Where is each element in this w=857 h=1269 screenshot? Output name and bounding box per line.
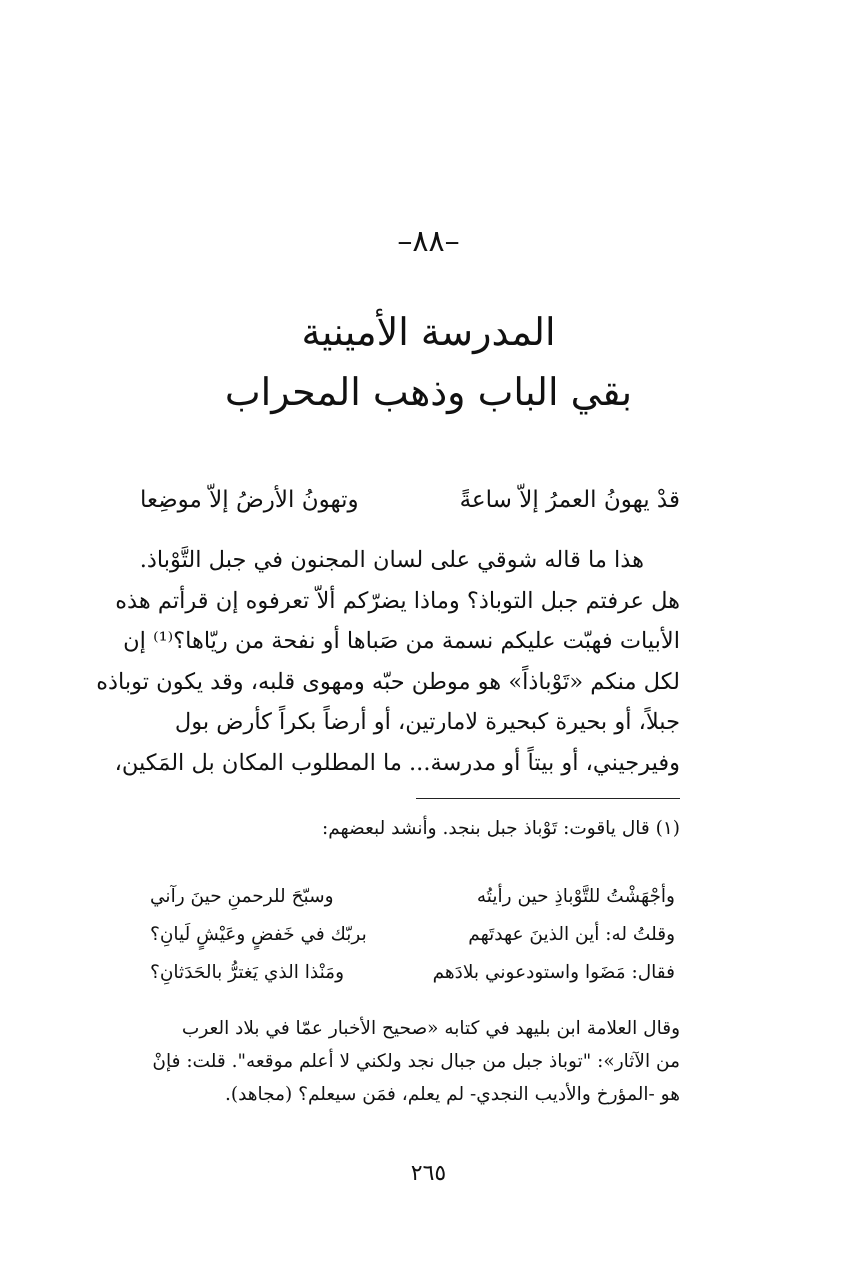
chapter-number: –٨٨– <box>397 224 460 259</box>
footnote-line: هو -المؤرخ والأديب النجدي- لم يعلم، فمَن سيعلم؟ (مجاهد). <box>224 1084 680 1105</box>
verse-second-hemistich: وتهونُ الأرضُ إلاّ موضِعا <box>140 487 359 513</box>
verse-first-hemistich: قدْ يهونُ العمرُ إلاّ ساعةً <box>459 487 680 513</box>
chapter-subtitle: بقي الباب وذهب المحراب <box>224 370 633 414</box>
poem-second-hemistich: ومَنْذا الذي يَغترُّ بالحَدَثانِ؟ <box>150 962 345 983</box>
chapter-title: المدرسة الأمينية <box>301 310 556 354</box>
poem-first-hemistich: وأجْهَشْتُ للتَّوْباذِ حين رأيتُه <box>476 886 675 907</box>
poem-first-hemistich: وقلتُ له: أين الذينَ عهدتَهم <box>468 924 675 945</box>
footnote-poem <box>150 878 675 992</box>
body-line: الأبيات فهبّت عليكم نسمة من صَباها أو نفحة من ريّاها؟⁽¹⁾ إن <box>123 628 680 654</box>
footnote-divider <box>416 798 680 799</box>
body-line: هل عرفتم جبل التوباذ؟ وماذا يضرّكم ألاّ تعرفوه إن قرأتم هذه <box>115 587 680 614</box>
poem-second-hemistich: وسبّحَ للرحمنِ حينَ رآني <box>150 886 334 907</box>
footnote-line: من الآثار»: "توباذ جبل من جبال نجد ولكني لا أعلم موقعه". قلت: فإنْ <box>152 1051 680 1072</box>
body-line: جبلاً، أو بحيرة كبحيرة لامارتين، أو أرضاً بكراً كأرض بول <box>174 709 680 735</box>
body-line: هذا ما قاله شوقي على لسان المجنون في جبل التَّوْباذ. <box>139 547 644 573</box>
body-paragraph <box>96 540 680 783</box>
page-number: ٢٦٥ <box>410 1161 447 1186</box>
body-line: لكل منكم «تَوْباذاً» هو موطن حبّه ومهوى قلبه، وقد يكون توباذه <box>96 668 680 695</box>
poem-verse <box>150 916 675 954</box>
poem-verse <box>150 954 675 992</box>
footnote-line: وقال العلامة ابن بليهد في كتابه «صحيح الأخبار عمّا في بلاد العرب <box>181 1018 680 1039</box>
poem-first-hemistich: فقال: مَضَوا واستودعوني بلادَهم <box>432 962 675 983</box>
opening-verse <box>140 478 680 522</box>
poem-second-hemistich: بربّك في خَفضٍ وعَيْشٍ لَيانِ؟ <box>150 924 367 945</box>
footnote-intro: (١) قال ياقوت: تَوْباذ جبل بنجد. وأنشد لبعضهم: <box>321 818 680 839</box>
footnote-quote <box>116 1012 680 1111</box>
poem-verse <box>150 878 675 916</box>
body-line: وفيرجيني، أو بيتاً أو مدرسة... ما المطلوب المكان بل المَكين، <box>114 749 680 776</box>
